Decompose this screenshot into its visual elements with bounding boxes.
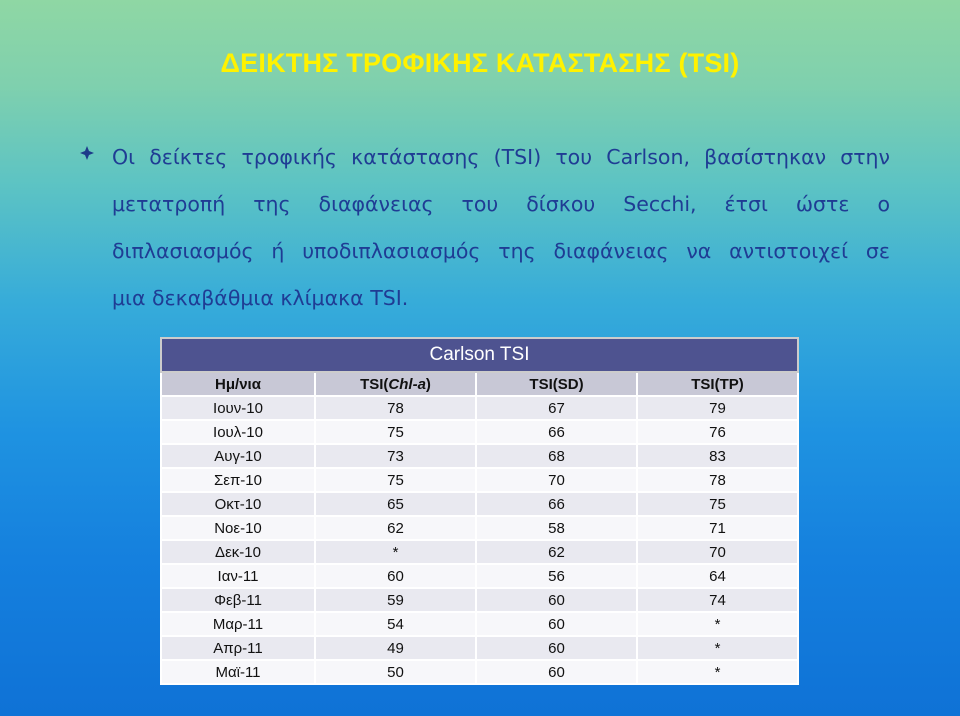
table-cell: 66 — [476, 492, 637, 516]
table-cell: Νοε-10 — [161, 516, 315, 540]
table-cell: 59 — [315, 588, 476, 612]
paragraph-line: μετατροπή της διαφάνειας του δίσκου Secchi, έτσι ώστε ο — [112, 192, 890, 216]
table-cell: Αυγ-10 — [161, 444, 315, 468]
table-cell: 75 — [637, 492, 798, 516]
table-cell: Οκτ-10 — [161, 492, 315, 516]
table-row — [161, 636, 798, 660]
table-cell: 70 — [476, 468, 637, 492]
table-cell: 64 — [637, 564, 798, 588]
table-cell: * — [637, 660, 798, 684]
column-header-tsi-chla: TSI(Chl-a) — [315, 372, 476, 396]
table-cell: 78 — [315, 396, 476, 420]
table-cell: 75 — [315, 468, 476, 492]
table-cell: 75 — [315, 420, 476, 444]
table-row — [161, 420, 798, 444]
table-row — [161, 540, 798, 564]
diamond-bullet-icon — [80, 146, 98, 164]
table-cell: 79 — [637, 396, 798, 420]
table-cell: * — [315, 540, 476, 564]
table-cell: 65 — [315, 492, 476, 516]
table-cell: 60 — [476, 588, 637, 612]
table-cell: Δεκ-10 — [161, 540, 315, 564]
table-cell: Μαρ-11 — [161, 612, 315, 636]
table-cell: 60 — [476, 660, 637, 684]
table-row — [161, 612, 798, 636]
table-cell: 49 — [315, 636, 476, 660]
table-cell: Ιουν-10 — [161, 396, 315, 420]
table-caption: Carlson TSI — [161, 338, 798, 372]
table-cell: 60 — [476, 612, 637, 636]
table-cell: * — [637, 612, 798, 636]
table-cell: 71 — [637, 516, 798, 540]
paragraph-line: διπλασιασμός ή υποδιπλασιασμός της διαφάνειας να αντιστοιχεί σε — [112, 239, 890, 263]
carlson-tsi-table — [160, 337, 799, 685]
table-row — [161, 516, 798, 540]
table-cell: 54 — [315, 612, 476, 636]
table-cell: * — [637, 636, 798, 660]
table-cell: 66 — [476, 420, 637, 444]
column-header-tsi-sd: TSI(SD) — [476, 372, 637, 396]
table-cell: 67 — [476, 396, 637, 420]
table-cell: Σεπ-10 — [161, 468, 315, 492]
bullet-paragraph — [80, 134, 890, 322]
table-cell: 62 — [315, 516, 476, 540]
table-cell: 74 — [637, 588, 798, 612]
table-cell: 60 — [315, 564, 476, 588]
table-cell: 73 — [315, 444, 476, 468]
paragraph-line: Οι δείκτες τροφικής κατάστασης (TSI) του Carlson, βασίστηκαν στην — [112, 145, 890, 169]
table-row — [161, 492, 798, 516]
table-cell: 50 — [315, 660, 476, 684]
table-cell: 68 — [476, 444, 637, 468]
table-row — [161, 564, 798, 588]
table-cell: 56 — [476, 564, 637, 588]
table-row — [161, 588, 798, 612]
table-cell: 83 — [637, 444, 798, 468]
table-cell: 60 — [476, 636, 637, 660]
table-cell: 62 — [476, 540, 637, 564]
table-row — [161, 468, 798, 492]
table-cell: Ιαν-11 — [161, 564, 315, 588]
table-row — [161, 444, 798, 468]
paragraph-line: μια δεκαβάθμια κλίμακα TSI. — [112, 286, 409, 310]
table-cell: 70 — [637, 540, 798, 564]
table-cell: 76 — [637, 420, 798, 444]
slide-title: ΔΕΙΚΤΗΣ ΤΡΟΦΙΚΗΣ ΚΑΤΑΣΤΑΣΗΣ (TSI) — [220, 48, 740, 78]
table-row — [161, 660, 798, 684]
table-cell: Ιουλ-10 — [161, 420, 315, 444]
column-header-date: Ημ/νια — [161, 372, 315, 396]
table-cell: Φεβ-11 — [161, 588, 315, 612]
paragraph-text — [112, 134, 890, 322]
table-cell: 78 — [637, 468, 798, 492]
table-cell: Μαϊ-11 — [161, 660, 315, 684]
table-cell: Απρ-11 — [161, 636, 315, 660]
table-cell: 58 — [476, 516, 637, 540]
column-header-tsi-tp: TSI(TP) — [637, 372, 798, 396]
table-row — [161, 396, 798, 420]
table-header-row — [161, 372, 798, 396]
